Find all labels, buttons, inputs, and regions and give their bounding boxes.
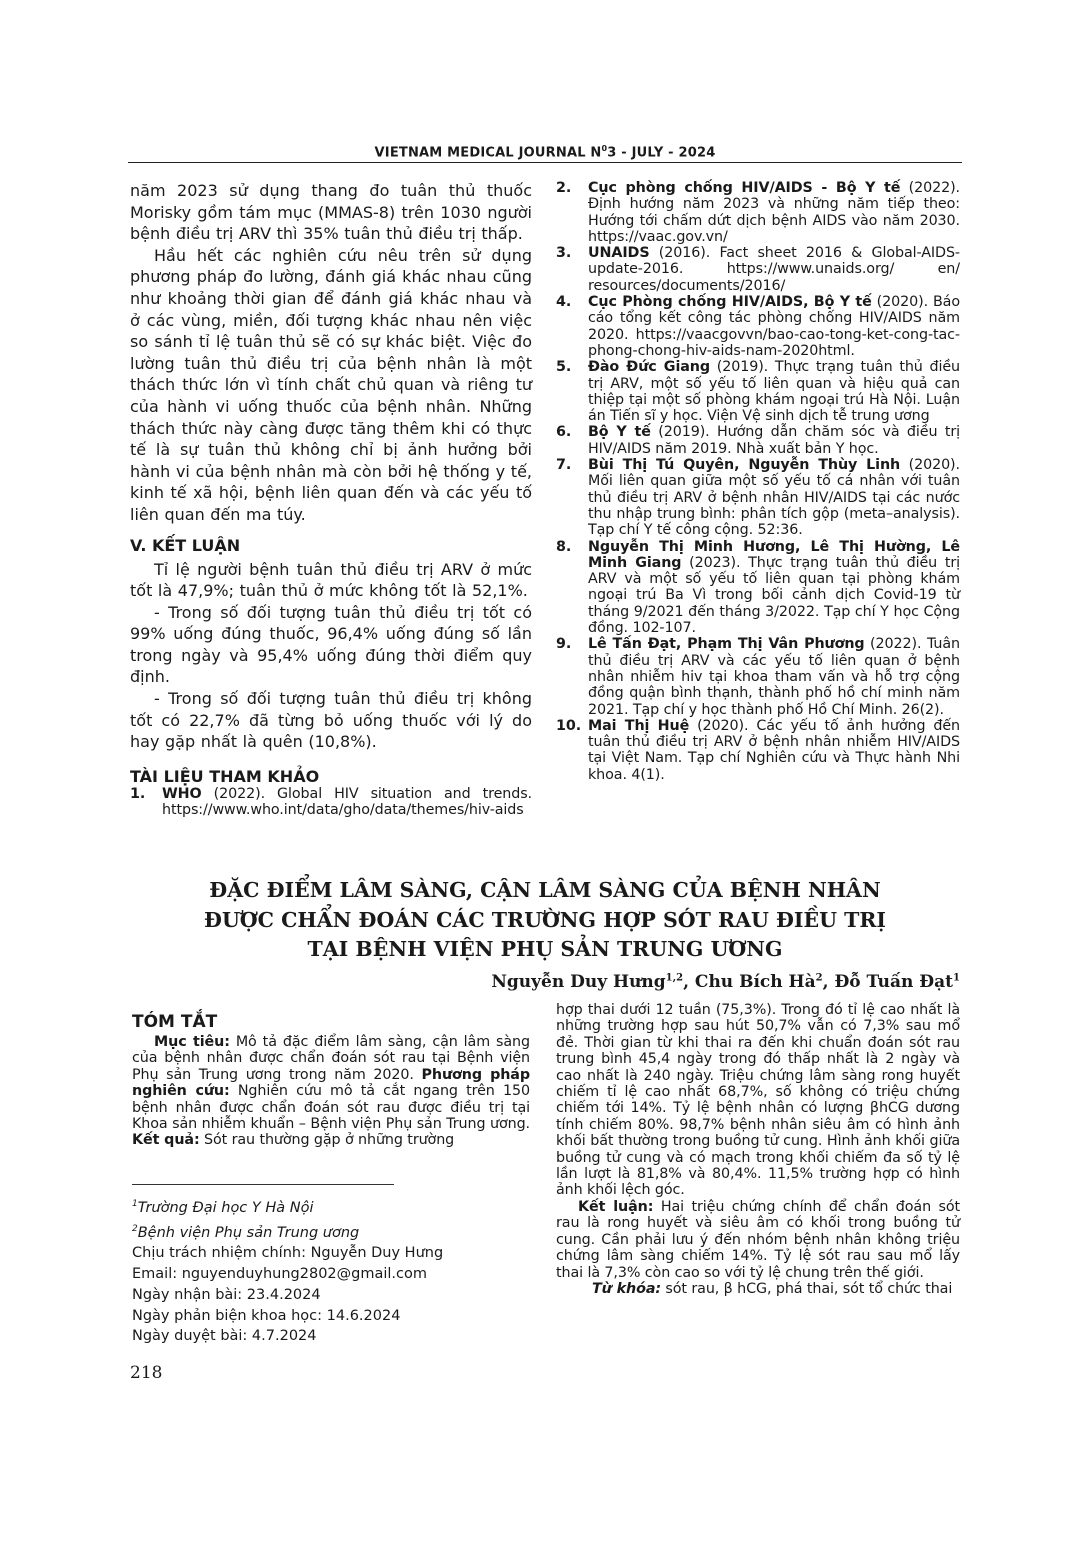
reference-text: (2023). Thực trạng tuân thủ điều trị ARV và một số yếu tố liên quan tại phòng khám ngoại trú Ba Vì trong bối cảnh dịch Covid-19 từ tháng 9/2021 đến tháng 3/2022. Tạp chí Y học Cộng đồng. 102-107. [588,554,960,637]
reference-author: Cục Phòng chống HIV/AIDS, Bộ Y tế [588,294,872,311]
date-received: Ngày nhận bài: 23.4.2024 [132,1286,321,1303]
objective-text: Mô tả đặc điểm lâm sàng, cận lâm sàng của bệnh nhân được chẩn đoán sót rau tại Bệnh viện Phụ sản Trung ương trong năm 2020. [132,1034,530,1083]
results-text: Sót rau thường gặp ở những trường [199,1132,455,1149]
reference-text: (2022). Định hướng năm 2023 và những năm tiếp theo: Hướng tới chấm dứt dịch bệnh AIDS vào năm 2030. https://vaac.gov.vn/ [588,180,960,245]
date-reviewed: Ngày phản biện khoa học: 14.6.2024 [132,1307,401,1324]
reference-item [130,786,532,819]
reference-item [556,636,960,717]
objective-label: Mục tiêu: [154,1034,230,1050]
conclusion-paragraph: - Trong số đối tượng tuân thủ điều trị không tốt có 22,7% đã từng bỏ uống thuốc với lý do hay gặp nhất là quên (10,8%). [130,689,532,752]
conclusion-text: Hai triệu chứng chính để chẩn đoán sót rau là rong huyết và siêu âm có khối trong buồng tử cung. Cần phải lưu ý đến nhóm bệnh nhân không triệu chứng lâm sàng chiếm 14%. Tỷ lệ sót rau sau mổ lấy thai là 7,3% còn cao so với tỷ lệ chung trên thế giới. [556,1198,961,1281]
reference-number: 1. [130,785,146,802]
reference-author: Đào Đức Giang [588,359,711,376]
reference-number: 2. [556,180,572,196]
reference-text: (2022). Global HIV situation and trends. https://www.who.int/data/gho/data/themes/hiv-aids [162,785,532,819]
author-separator: , [822,972,835,992]
reference-author: Cục phòng chống HIV/AIDS - Bộ Y tế [588,180,901,196]
reference-item [556,245,960,294]
reference-number: 8. [556,538,572,555]
conclusion-label: Kết luận: [578,1198,654,1215]
abstract-paragraph [556,1199,960,1281]
right-column [556,180,960,783]
author-affiliation: 1,2 [665,972,684,984]
article-title-line: TẠI BỆNH VIỆN PHỤ SẢN TRUNG ƯƠNG [307,937,783,961]
article-title-line: ĐƯỢC CHẨN ĐOÁN CÁC TRƯỜNG HỢP SÓT RAU ĐIỀU TRỊ [203,907,887,932]
affiliation-2 [132,1219,532,1244]
email: Email: nguyenduyhung2802@gmail.com [132,1266,427,1283]
body-paragraph: Hầu hết các nghiên cứu nêu trên sử dụng phương pháp đo lường, đánh giá khác nhau cũng như khoảng thời gian để đánh giá khác nhau và ở các vùng, miền, đối tượng khác nhau nên việc so sánh tỉ lệ tuân thủ sẽ có sự khác biệt. Việc đo lường tuân thủ điều trị của bệnh nhân là một thách thức lớn vì tính chất chủ quan và riêng tư của hành vi uống thuốc của bệnh nhân. Những thách thức này càng được tăng thêm khi có thực tế là sự tuân thủ không chỉ bị ảnh hưởng bởi hành vi của bệnh nhân mà còn bởi hệ thống y tế, kinh tế xã hội, bệnh liên quan đến và các yếu tố liên quan đến ma túy. [130,245,532,524]
reference-item [556,294,960,359]
author-name: Nguyễn Duy Hưng [491,972,666,992]
reference-author: Mai Thị Huệ [588,717,690,734]
methods-label: Phương pháp nghiên cứu: [132,1066,530,1100]
left-column [130,180,532,818]
affiliation-1 [132,1194,532,1219]
reference-number: 4. [556,294,572,311]
reference-author: WHO [162,785,202,802]
article-title [130,876,960,965]
affiliation-number: 2 [132,1223,138,1234]
reference-item [556,359,960,424]
reference-author: Bộ Y tế [588,424,651,441]
reference-text: (2019). Hướng dẫn chăm sóc và điều trị HIV/AIDS năm 2019. Nhà xuất bản Y học. [588,424,960,457]
author-line [491,972,960,992]
page-number: 218 [130,1363,163,1383]
affiliation-text: Bệnh viện Phụ sản Trung ương [137,1224,360,1241]
conclusion-paragraph: Tỉ lệ người bệnh tuân thủ điều trị ARV ở mức tốt là 47,9%; tuân thủ ở mức không tốt là 52,1%. [130,559,532,601]
reference-item [556,718,960,783]
author-name: Chu Bích Hà [694,972,816,992]
abstract-paragraph: hợp thai dưới 12 tuần (75,3%). Trong đó tỉ lệ cao nhất là những trường hợp sau hút 50,7% vẫn có 7,3% sau mổ đẻ. Thời gian từ khi thai ra đến khi chuẩn đoán sót rau trung bình 45,4 ngày trong đó thấp nhất là 2 ngày và cao nhất là 240 ngày. Triệu chứng lâm sàng rong huyết chiếm tỉ lệ cao nhất 68,7%, số không có triệu chứng chiếm tới 14%. Tỷ lệ bệnh nhân có lượng βhCG dương tính chiếm 80%. 98,7% bệnh nhân siêu âm có hình ảnh khối bất thường trong buồng tử cung. Hình ảnh khối giữa buồng tử cung và có mạch trong khối chiếm đa số tỷ lệ lần lượt là 81,8% và 80,4%. 11,5% trường hợp có hình ảnh khối lệch góc. [556,1002,960,1199]
reference-number: 5. [556,359,572,376]
journal-header [128,144,962,160]
reference-text: (2020). Các yếu tố ảnh hưởng đến tuân thủ điều trị ARV ở bệnh nhân nhiễm HIV/AIDS tại Việt Nam. Tạp chí Nghiên cứu và Thực hành Nhi khoa. 4(1). [588,717,960,783]
keywords-text: sót rau, β hCG, phá thai, sót tổ chức thai [660,1280,953,1297]
reference-text: (2020). Báo cáo tổng kết công tác phòng chống HIV/AIDS năm 2020. https://vaacgovvn/bao-cao-tong-ket-cong-tac-phong-chong-hiv-aids-nam-2020html. [588,294,960,359]
footnote-rule [132,1184,394,1185]
conclusion-heading: V. KẾT LUẬN [130,535,241,555]
issue-sup: 0 [601,144,608,153]
reference-number: 10. [556,717,582,734]
reference-number: 9. [556,636,572,653]
header-rule [128,162,962,163]
author-separator: , [683,972,695,992]
affiliation-text: Trường Đại học Y Hà Nội [137,1199,314,1216]
reference-author: UNAIDS [588,245,650,262]
body-paragraph: năm 2023 sử dụng thang đo tuân thủ thuốc Morisky gồm tám mục (MMAS-8) trên 1030 người bệnh điều trị ARV thì 35% tuân thủ điều trị thấp. [130,181,532,244]
date-approved: Ngày duyệt bài: 4.7.2024 [132,1328,317,1345]
reference-text: (2016). Fact sheet 2016 & Global-AIDS-update-2016. https://www.unaids.org/ en/ resources/documents/2016/ [588,245,960,294]
reference-item [556,180,960,245]
reference-text: (2019). Thực trạng tuân thủ điều trị ARV, một số yếu tố liên quan và hiệu quả can thiệp tại một số phòng khám ngoại trú Hà Nội. Luận án Tiến sĩ y học. Viện Vệ sinh dịch tễ trung ương [588,359,960,425]
author-affiliation: 1 [953,972,960,984]
results-label: Kết quả: [132,1132,200,1149]
reference-author: Lê Tấn Đạt, Phạm Thị Vân Phương [588,636,865,653]
methods-text: Nghiên cứu mô tả cắt ngang trên 150 bệnh nhân được chẩn đoán sót rau được điều trị tại Khoa sản nhiễm khuẩn – Bệnh viện Phụ sản Trung ương. [132,1083,530,1133]
keywords [556,1281,960,1297]
reference-number: 6. [556,424,572,441]
reference-item [556,539,960,637]
references-heading: TÀI LIỆU THAM KHẢO [130,766,320,786]
affiliation-number: 1 [132,1199,138,1209]
conclusion-paragraph: - Trong số đối tượng tuân thủ điều trị tốt có 99% uống đúng thuốc, 96,4% uống đúng số lần trong ngày và 95,4% uống đúng thời điểm quy định. [130,602,532,687]
reference-number: 7. [556,457,572,474]
reference-author: Nguyễn Thị Minh Hương, Lê Thị Hường, Lê Minh Giang [588,538,960,571]
footnotes [132,1194,532,1347]
abstract-right [556,1002,960,1297]
reference-item [556,424,960,457]
corresponding-author: Chịu trách nhiệm chính: Nguyễn Duy Hưng [132,1245,444,1262]
keywords-label: Từ khóa: [592,1280,661,1297]
reference-item [556,457,960,538]
reference-text: (2022). Tuân thủ điều trị ARV và các yếu tố liên quan ở bệnh nhân nhiễm hiv tại khoa tham vấn và hỗ trợ cộng đồng quận bình thạnh, thành phố hồ chí minh năm 2021. Tạp chí y học thành phố Hồ Chí Minh. 26(2). [588,636,960,718]
abstract-left [132,1034,530,1149]
author-affiliation: 2 [815,972,823,984]
journal-name: VIETNAM MEDICAL JOURNAL N [374,145,602,161]
abstract-heading: TÓM TẮT [132,1012,218,1032]
reference-text: (2020). Mối liên quan giữa một số yếu tố cá nhân với tuân thủ điều trị ARV ở bệnh nhân HIV/AIDS tại các nước thu nhập trung bình: phân tích gộp (meta–analysis). Tạp chí Y tế công cộng. 52:36. [588,457,960,539]
article-title-line: ĐẶC ĐIỂM LÂM SÀNG, CẬN LÂM SÀNG CỦA BỆNH NHÂN [209,878,881,902]
author-name: Đỗ Tuấn Đạt [834,972,954,992]
abstract-paragraph [132,1034,530,1149]
issue-date: 3 - JULY - 2024 [607,145,716,161]
reference-author: Bùi Thị Tú Quyên, Nguyễn Thùy Linh [588,457,901,474]
reference-number: 3. [556,245,572,262]
